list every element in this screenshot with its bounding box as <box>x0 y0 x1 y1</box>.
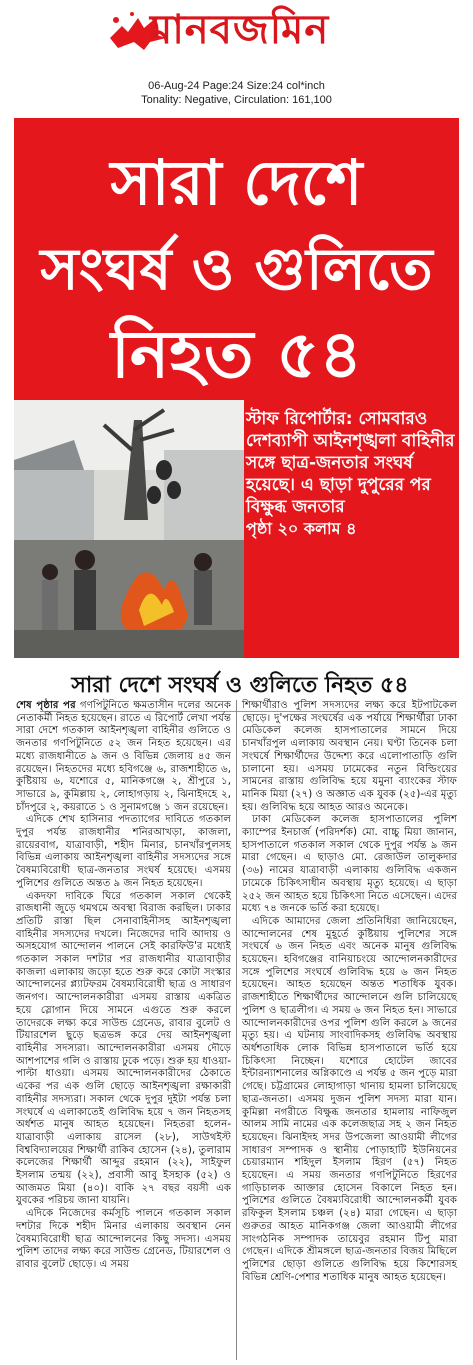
article-paragraph: এদিকে শেখ হাসিনার পদত্যাগের দাবিতে গতকাল দুপুর পর্যন্ত রাজধানীর শনিরআখড়া, কাজলা, রায়েরবাগ, যাত্রাবাড়ী, শহীদ মিনার, চানখাঁরপুলসহ বিভিন্ন এলাকায় আইনশৃঙ্খলা বাহিনীর সদস্যদের সঙ্গে বৈষম্যবিরোধী ছাত্র-জনতার সংঘর্ষ হয়েছে। এসময় পুলিশের গুলিতে অন্তত ৯ জন নিহত হয়েছেন। <box>16 814 231 889</box>
column-divider <box>236 700 237 1360</box>
headline-line-2: সংঘর্ষ ও গুলিতে <box>40 235 433 303</box>
continued-on-page: পৃষ্ঠা ২০ কলাম ৪ <box>246 519 357 538</box>
article-paragraph: শিক্ষার্থীরাও পুলিশ সদস্যদের লক্ষ্য করে ইটপাটকেল ছোড়ে। দু'পক্ষের সংঘর্ষের এক পর্যায়ে শিক্ষার্থীরা ঢাকা মেডিকেল কলেজ হাসপাতালের সামনে দিয়ে চানখাঁরপুল এলাকায় অবস্থান নেয়। ঘণ্টা তিনেক চলা সংঘর্ষে শিক্ষার্থীদের উদ্দেশ্য করে এলোপাতাড়ি গুলি চালানো হয়। এসময় ঢামেকের নতুন বিল্ডিংয়ের সামনের রাস্তায় গুলিবিদ্ধ হয়ে যমুনা ব্যাংকের স্টাফ মানিক মিয়া (২৭) ও অজ্ঞাত এক যুবক (২৫)-এর মৃত্যু হয়। গুলিবিদ্ধ হয়ে আহত আরও অনেকে। <box>242 700 457 813</box>
protest-photo-illustration <box>14 400 244 658</box>
main-headline <box>14 140 459 398</box>
newspaper-logo: মানবজমিন <box>150 7 330 53</box>
article-paragraph: এদিকে আমাদের জেলা প্রতিনিধিরা জানিয়েছেন, আন্দোলনের শেষ মুহূর্তে কুষ্টিয়ায় পুলিশের সঙ্গে সংঘর্ষে ৬ জন নিহত এবং অনেক মানুষ গুলিবিদ্ধ হয়েছেন। হবিগঞ্জের বানিয়াচংয়ে আন্দোলনকারীদের সঙ্গে পুলিশের সংঘর্ষে গুলিবিদ্ধ হয়ে ৬ জন নিহত হয়েছেন। আহত হয়েছেন অন্তত শতাধিক যুবক। রাজশাহীতে শিক্ষার্থীদের আন্দোলনে গুলি চালিয়েছে পুলিশ ও ছাত্রলীগ। এ সময় ৬ জন নিহত হন। সাভারে আন্দোলনকারীদের ওপর পুলিশ গুলি করলে ৯ জনের মৃত্যু হয়। এ ঘটনায় সাংবাদিকসহ গুলিবিদ্ধ অবস্থায় অর্ধশতাধিক লোক বিভিন্ন হাসপাতালে ভর্তি হয়ে চিকিৎসা নিচ্ছেন। যশোরে হোটেল জাবের ইন্টারন্যাশনালের অগ্নিকাণ্ডে এ পর্যন্ত ৫ জন পুড়ে মারা গেছে। চট্টগ্রামের লোহাগাড়া থানায় হামলা চালিয়েছে ছাত্র-জনতা। এসময় দুজন পুলিশ সদস্য মারা যান। কুমিল্লা নগরীতে বিক্ষুব্ধ জনতার হামলায় নাফিজুল আলম সামি নামের এক কলেজছাত্র সহ ২ জন নিহত হয়েছেন। ঝিনাইদহ সদর উপজেলা আওয়ামী লীগের সাধারণ সম্পাদক ও স্থানীয় পোড়াহাটি ইউনিয়নের চেয়ারম্যান শহিদুল ইসলাম হিরণ (৫৭) নিহত হয়েছেন। এ সময় জনতার গণপিটুনিতে হিরণের গাড়িচালক আক্তার হোসেন বিকালে নিহত হন। পুলিশের গুলিতে বৈষম্যবিরোধী আন্দোলনকর্মী যুবক রফিকুল ইসলাম চঞ্চল (২৪) মারা গেছেন। এ ছাড়া গুরুতর আহত মানিকগঞ্জ জেলা আওয়ামী লীগের সাংগঠনিক সম্পাদক তায়েবুর রহমান টিপু মারা গেছেন। এদিকে শ্রীমঙ্গলে ছাত্র-জনতার বিজয় মিছিলে পুলিশের ছোড়া গুলিতে গুলিবিদ্ধ হয়ে কিশোরসহ বিভিন্ন শ্রেণি-পেশার শতাধিক মানুষ আহত হয়েছেন। <box>242 915 457 1283</box>
article-column-left <box>16 700 231 1272</box>
clip-meta-line2: Tonality: Negative, Circulation: 161,100 <box>141 94 332 106</box>
paragraph-text: গণপিটুনিতে ক্ষমতাসীন দলের অনেক নেতাকর্মী নিহত হয়েছেন। রাতে এ রিপোর্ট লেখা পর্যন্ত সারা দেশে গতকাল আইনশৃঙ্খলা বাহিনীর গুলিতে ও জনতার গণপিটুনিতে ৫২ জন নিহত হয়েছেন। এর মধ্যে রাজধানীতে ৯ জন ও বিভিন্ন জেলায় ৪৫ জন রয়েছেন। নিহতদের মধ্যে হবিগঞ্জে ৬, রাজশাহীতে ৬, কুষ্টিয়ায় ৬, যশোরে ৫, মানিকগঞ্জে ২, শ্রীপুরে ১, সাভারে ৯, কুমিল্লায় ২, লোহাগড়ায় ২, ঝিনাইদহে ২, চাঁদপুরে ২, কয়রাতে ১ ও সুনামগঞ্জে ১ জন রয়েছেন। <box>16 700 231 813</box>
lead-paragraph <box>246 408 456 540</box>
article-paragraph: ঢাকা মেডিকেল কলেজ হাসপাতালের পুলিশ ক্যাম্পের ইনচার্জ (পরিদর্শক) মো. বাচ্চু মিয়া জানান, হাসপাতালে গতকাল সকাল থেকে দুপুর পর্যন্ত ৯ জন মারা গেছেন। এ ছাড়াও মো. রেজাউল তালুকদার (৩৬) নামের যাত্রাবাড়ী এলাকায় গুলিবিদ্ধ একজন ঢামেকে চিকিৎসাধীন অবস্থায় মৃত্যু হয়েছে। এ ছাড়া ২৫২ জন আহত হয়ে চিকিৎসা নিতে এসেছেন। এদের মধ্যে ৭৪ জনকে ভর্তি করা হয়েছে। <box>242 814 457 915</box>
article-column-right <box>242 700 457 1284</box>
clip-meta-line1: 06-Aug-24 Page:24 Size:24 col*inch <box>148 80 325 92</box>
continuation-headline: সারা দেশে সংঘর্ষ ও গুলিতে নিহত ৫৪ <box>40 668 440 712</box>
headline-line-1: সারা দেশে <box>110 146 363 219</box>
masthead <box>0 0 473 80</box>
article-paragraph <box>16 700 231 814</box>
headline-line-3: নিহত ৫৪ <box>110 316 363 393</box>
lead-text: সোমবারও দেশব্যাপী আইনশৃঙ্খলা বাহিনীর সঙ্গে ছাত্র-জনতার সংঘর্ষ হয়েছে। এ ছাড়া দুপুরের পর বিক্ষুব্ধ জনতার <box>246 409 455 517</box>
article-paragraph: এদিকে নিজেদের কর্মসূচি পালনে গতকাল সকাল দশটার দিকে শহীদ মিনার এলাকায় অবস্থান নেন বৈষম্যবিরোধী ছাত্র আন্দোলনের কিছু সদস্য। এসময় পুলিশ তাদের লক্ষ্য করে সাউন্ড গ্রেনেড, টিয়ারশেল ও রাবার বুলেট ছোড়ে। এ সময় <box>16 1208 231 1270</box>
continued-from-tag: শেষ পৃষ্ঠার পর <box>16 700 76 711</box>
news-photo <box>14 400 244 658</box>
article-paragraph: একদফা দাবিকে ঘিরে গতকাল সকাল থেকেই রাজধানী জুড়ে থমথমে অবস্থা বিরাজ করছিল। ঢাকার প্রতিটি রাস্তা ছিল সেনাবাহিনীসহ আইনশৃঙ্খলা বাহিনীর সদস্যদের দখলে। নিজেদের দাবি আদায় ও অসহযোগ আন্দোলন পালনে সেই কারফিউ'র মধ্যেই গতকাল সকাল দশটার পর রাজধানীর যাত্রাবাড়ীর কাজলা এলাকায় জড়ো হতে শুরু করে কোটা সংস্কার আন্দোলনের প্ল্যাটফরম বৈষম্যবিরোধী ছাত্র ও সাধারণ জনগণ। আন্দোলনকারীরা এসময় রাস্তায় একত্রিত হয়ে স্লোগান দিয়ে সামনে এগুতে শুরু করলে তাদেরকে লক্ষ্য করে সাউন্ড গ্রেনেড, রাবার বুলেট ও টিয়ারশেল ছুড়ে ছত্রভঙ্গ করে দেয় আইনশৃঙ্খলা বাহিনীর সদস্যরা। আন্দোলনকারীরা এসময় দৌড়ে আশপাশের গলি ও রাস্তায় ঢুকে পড়ে। শুরু হয় ধাওয়া-পাল্টা ধাওয়া। এসময় আন্দোলনকারীদের ঠেকাতে একের পর এক গুলি ছোড়ে আইনশৃঙ্খলা রক্ষাকারী বাহিনীর সদস্যরা। সকাল থেকে দুপুর দুইটা পর্যন্ত চলা সংঘর্ষে এ এলাকাতেই গুলিবিদ্ধ হয়ে ৭ জন নিহতসহ অর্ধশত মানুষ আহত হয়েছেন। নিহতরা হলেন- যাত্রাবাড়ী এলাকায় রাসেল (২৮), সাউথইস্ট বিশ্ববিদ্যালয়ের শিক্ষার্থী রাকিব হোসেন (২৪), তুলারাম কলেজের শিক্ষার্থী আব্দুর রহমান (২২), সাইফুল ইসলাম তন্ময় (২২), প্রবাসী আবু ইসহাক (৫২) ও আজমত মিয়া (৪০)। বাকি ২৭ বছর বয়সী এক যুবকের পরিচয় জানা যায়নি। <box>16 890 231 1207</box>
byline: স্টাফ রিপোর্টার: <box>246 409 353 429</box>
